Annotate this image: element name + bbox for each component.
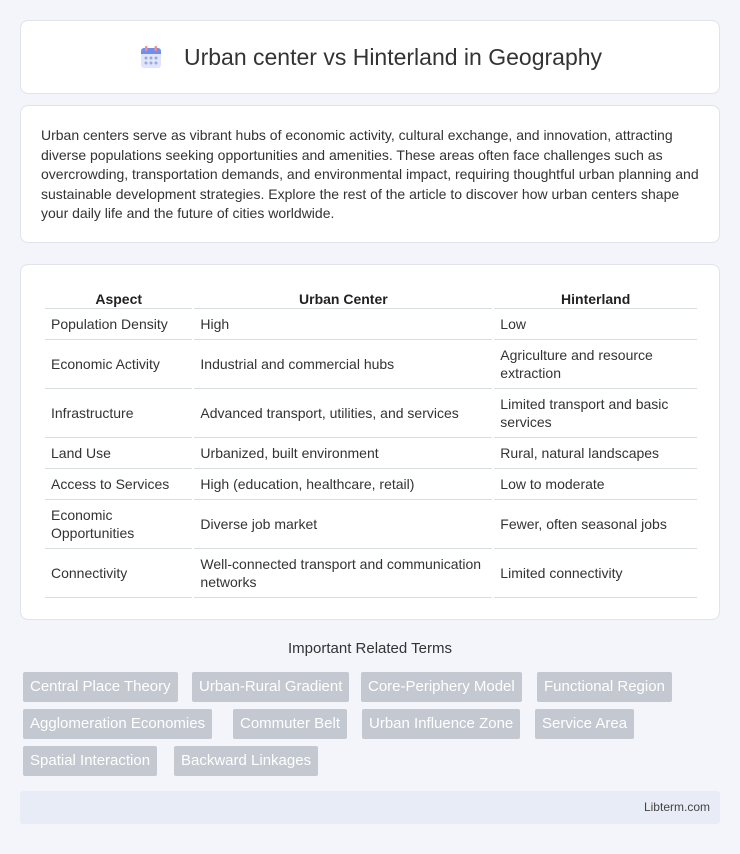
tag-service-area[interactable]: Service Area: [535, 709, 634, 739]
cell-urban: Urbanized, built environment: [194, 438, 492, 469]
table-row: [45, 389, 697, 438]
cell-urban: High: [194, 309, 492, 340]
cell-hinterland: Limited transport and basic services: [494, 389, 697, 438]
footer: [20, 791, 720, 824]
cell-aspect: Population Density: [45, 309, 192, 340]
cell-aspect: Land Use: [45, 438, 192, 469]
footer-site-link[interactable]: Libterm.com: [643, 800, 710, 814]
cell-hinterland: Fewer, often seasonal jobs: [494, 500, 697, 549]
page-title: Urban center vs Hinterland in Geography: [183, 43, 603, 70]
cell-urban: Well-connected transport and communication networks: [194, 549, 492, 598]
tag-backward-linkages[interactable]: Backward Linkages: [174, 746, 318, 776]
cell-urban: Advanced transport, utilities, and services: [194, 389, 492, 438]
table-row: [45, 500, 697, 549]
table-row: [45, 469, 697, 500]
header-urban-center: Urban Center: [194, 285, 492, 309]
intro-card: [20, 105, 720, 243]
tag-commuter-belt[interactable]: Commuter Belt: [233, 709, 347, 739]
cell-hinterland: Rural, natural landscapes: [494, 438, 697, 469]
tag-urban-influence-zone[interactable]: Urban Influence Zone: [362, 709, 520, 739]
cell-urban: Industrial and commercial hubs: [194, 340, 492, 389]
intro-text: Urban centers serve as vibrant hubs of economic activity, cultural exchange, and innovation, attracting diverse populations seeking opportunities and amenities. These areas often face challenges such as overcrowding, transportation demands, and environmental impact, requiring thoughtful urban planning and sustainable development strategies. Explore the rest of the article to discover how urban centers shape your daily life and the future of cities worldwide.: [41, 127, 699, 222]
cell-aspect: Access to Services: [45, 469, 192, 500]
related-terms-title: Important Related Terms: [288, 640, 452, 657]
cell-hinterland: Limited connectivity: [494, 549, 697, 598]
cell-aspect: Infrastructure: [45, 389, 192, 438]
table-row: [45, 340, 697, 389]
comparison-table-card: [20, 264, 720, 620]
tag-core-periphery-model[interactable]: Core-Periphery Model: [361, 672, 522, 702]
cell-aspect: Connectivity: [45, 549, 192, 598]
tag-central-place-theory[interactable]: Central Place Theory: [23, 672, 178, 702]
cell-aspect: Economic Activity: [45, 340, 192, 389]
cell-hinterland: Low: [494, 309, 697, 340]
tag-functional-region[interactable]: Functional Region: [537, 672, 672, 702]
cell-urban: Diverse job market: [194, 500, 492, 549]
header-aspect: Aspect: [45, 285, 192, 309]
header-card: [20, 20, 720, 94]
cell-hinterland: Agriculture and resource extraction: [494, 340, 697, 389]
header-hinterland: Hinterland: [494, 285, 697, 309]
tag-spatial-interaction[interactable]: Spatial Interaction: [23, 746, 157, 776]
table-header-row: [45, 285, 697, 309]
cell-urban: High (education, healthcare, retail): [194, 469, 492, 500]
comparison-table: [43, 285, 699, 598]
table-row: [45, 549, 697, 598]
cell-hinterland: Low to moderate: [494, 469, 697, 500]
cell-aspect: Economic Opportunities: [45, 500, 192, 549]
tag-agglomeration-economies[interactable]: Agglomeration Economies: [23, 709, 212, 739]
table-row: [45, 438, 697, 469]
document-calendar-icon: [138, 44, 164, 70]
tag-urban-rural-gradient[interactable]: Urban-Rural Gradient: [192, 672, 349, 702]
table-row: [45, 309, 697, 340]
